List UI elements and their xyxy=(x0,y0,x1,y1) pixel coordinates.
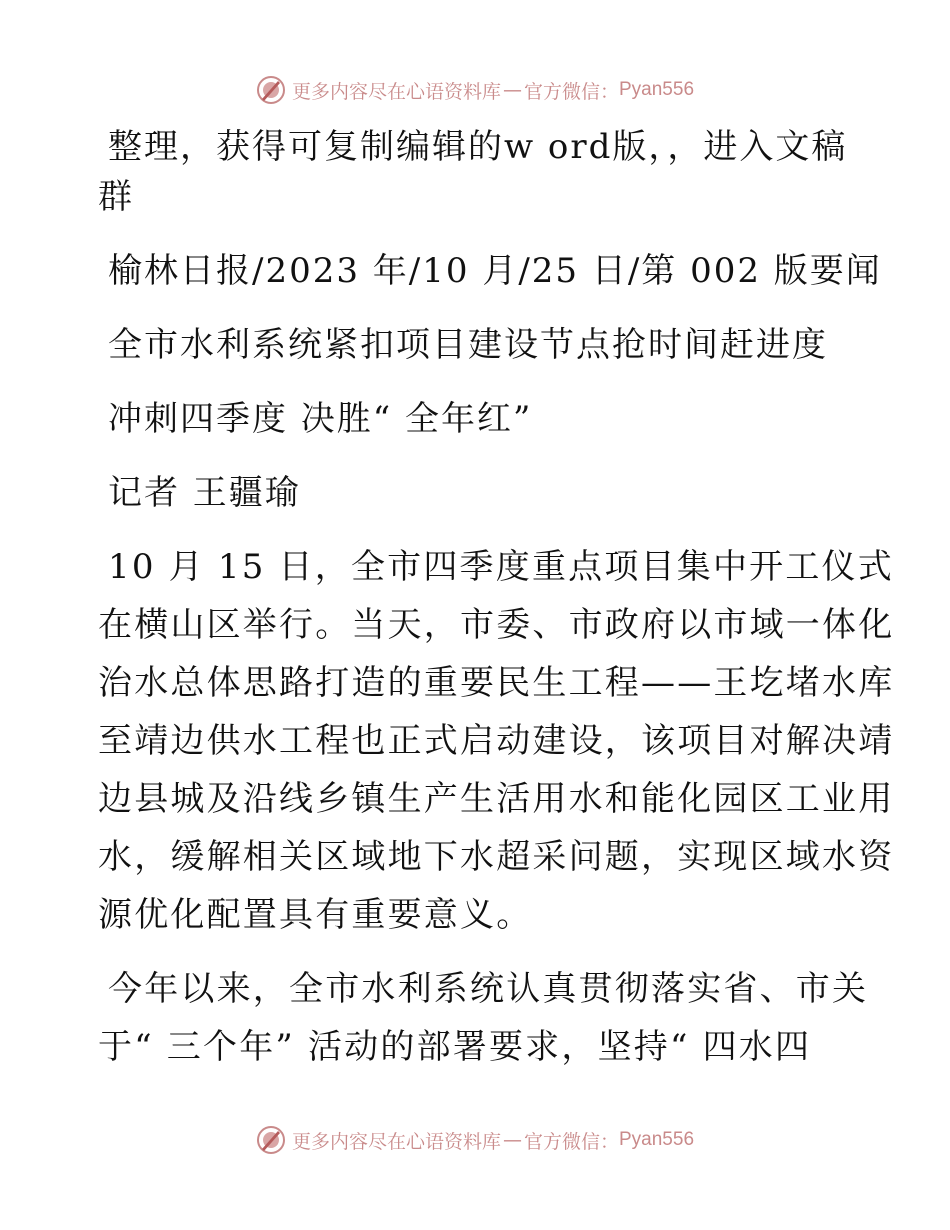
paragraph-line: 10 月 15 日，全市四季度重点项目集中开工仪式 xyxy=(108,547,894,587)
paragraph-line: 在横山区举行。当天，市委、市政府以市域一体化 xyxy=(98,605,895,645)
paragraph-line: 今年以来，全市水利系统认真贯彻落实省、市关 xyxy=(108,969,869,1009)
headline-main: 全市水利系统紧扣项目建设节点抢时间赶进度 xyxy=(108,325,828,365)
paragraph-1 xyxy=(98,538,895,944)
header-watermark-banner xyxy=(0,70,950,110)
reporter-line: 记者 王疆瑜 xyxy=(108,473,301,513)
source-line: 榆林日报/2023 年/10 月/25 日/第 002 版要闻 xyxy=(108,251,882,291)
paragraph-line: 治水总体思路打造的重要民生工程——王圪堵水库 xyxy=(98,663,895,703)
banner-wechat-label: 官方微信： xyxy=(523,80,619,103)
paragraph-line: 于“ 三个年” 活动的部署要求，坚持“ 四水四 xyxy=(98,1027,812,1067)
banner-wechat-id: Pyan556 xyxy=(619,1129,695,1150)
banner-dash: — xyxy=(502,1129,522,1151)
paragraph-line: 至靖边供水工程也正式启动建设，该项目对解决靖 xyxy=(98,721,895,761)
banner-text: 更多内容尽在心语资料库 xyxy=(291,1130,501,1153)
document-body xyxy=(98,120,895,1076)
headline-sub: 冲刺四季度 决胜“ 全年红” xyxy=(108,399,533,439)
intro-line: 整理，获得可复制编辑的w ord版，，进入文稿 xyxy=(108,127,848,167)
paragraph-line: 边县城及沿线乡镇生产生活用水和能化园区工业用 xyxy=(98,779,895,819)
paragraph-2 xyxy=(98,960,869,1076)
banner-wechat-id: Pyan556 xyxy=(619,79,695,100)
paragraph-line: 水，缓解相关区域地下水超采问题，实现区域水资 xyxy=(98,837,895,877)
quill-logo-icon xyxy=(256,75,286,105)
paragraph-line: 源优化配置具有重要意义。 xyxy=(98,895,533,935)
footer-watermark-banner xyxy=(0,1120,950,1160)
banner-wechat-label: 官方微信： xyxy=(523,1130,619,1153)
banner-text: 更多内容尽在心语资料库 xyxy=(291,80,501,103)
intro-line-continued: 群 xyxy=(98,177,134,217)
banner-dash: — xyxy=(502,79,522,101)
quill-logo-icon xyxy=(256,1125,286,1155)
